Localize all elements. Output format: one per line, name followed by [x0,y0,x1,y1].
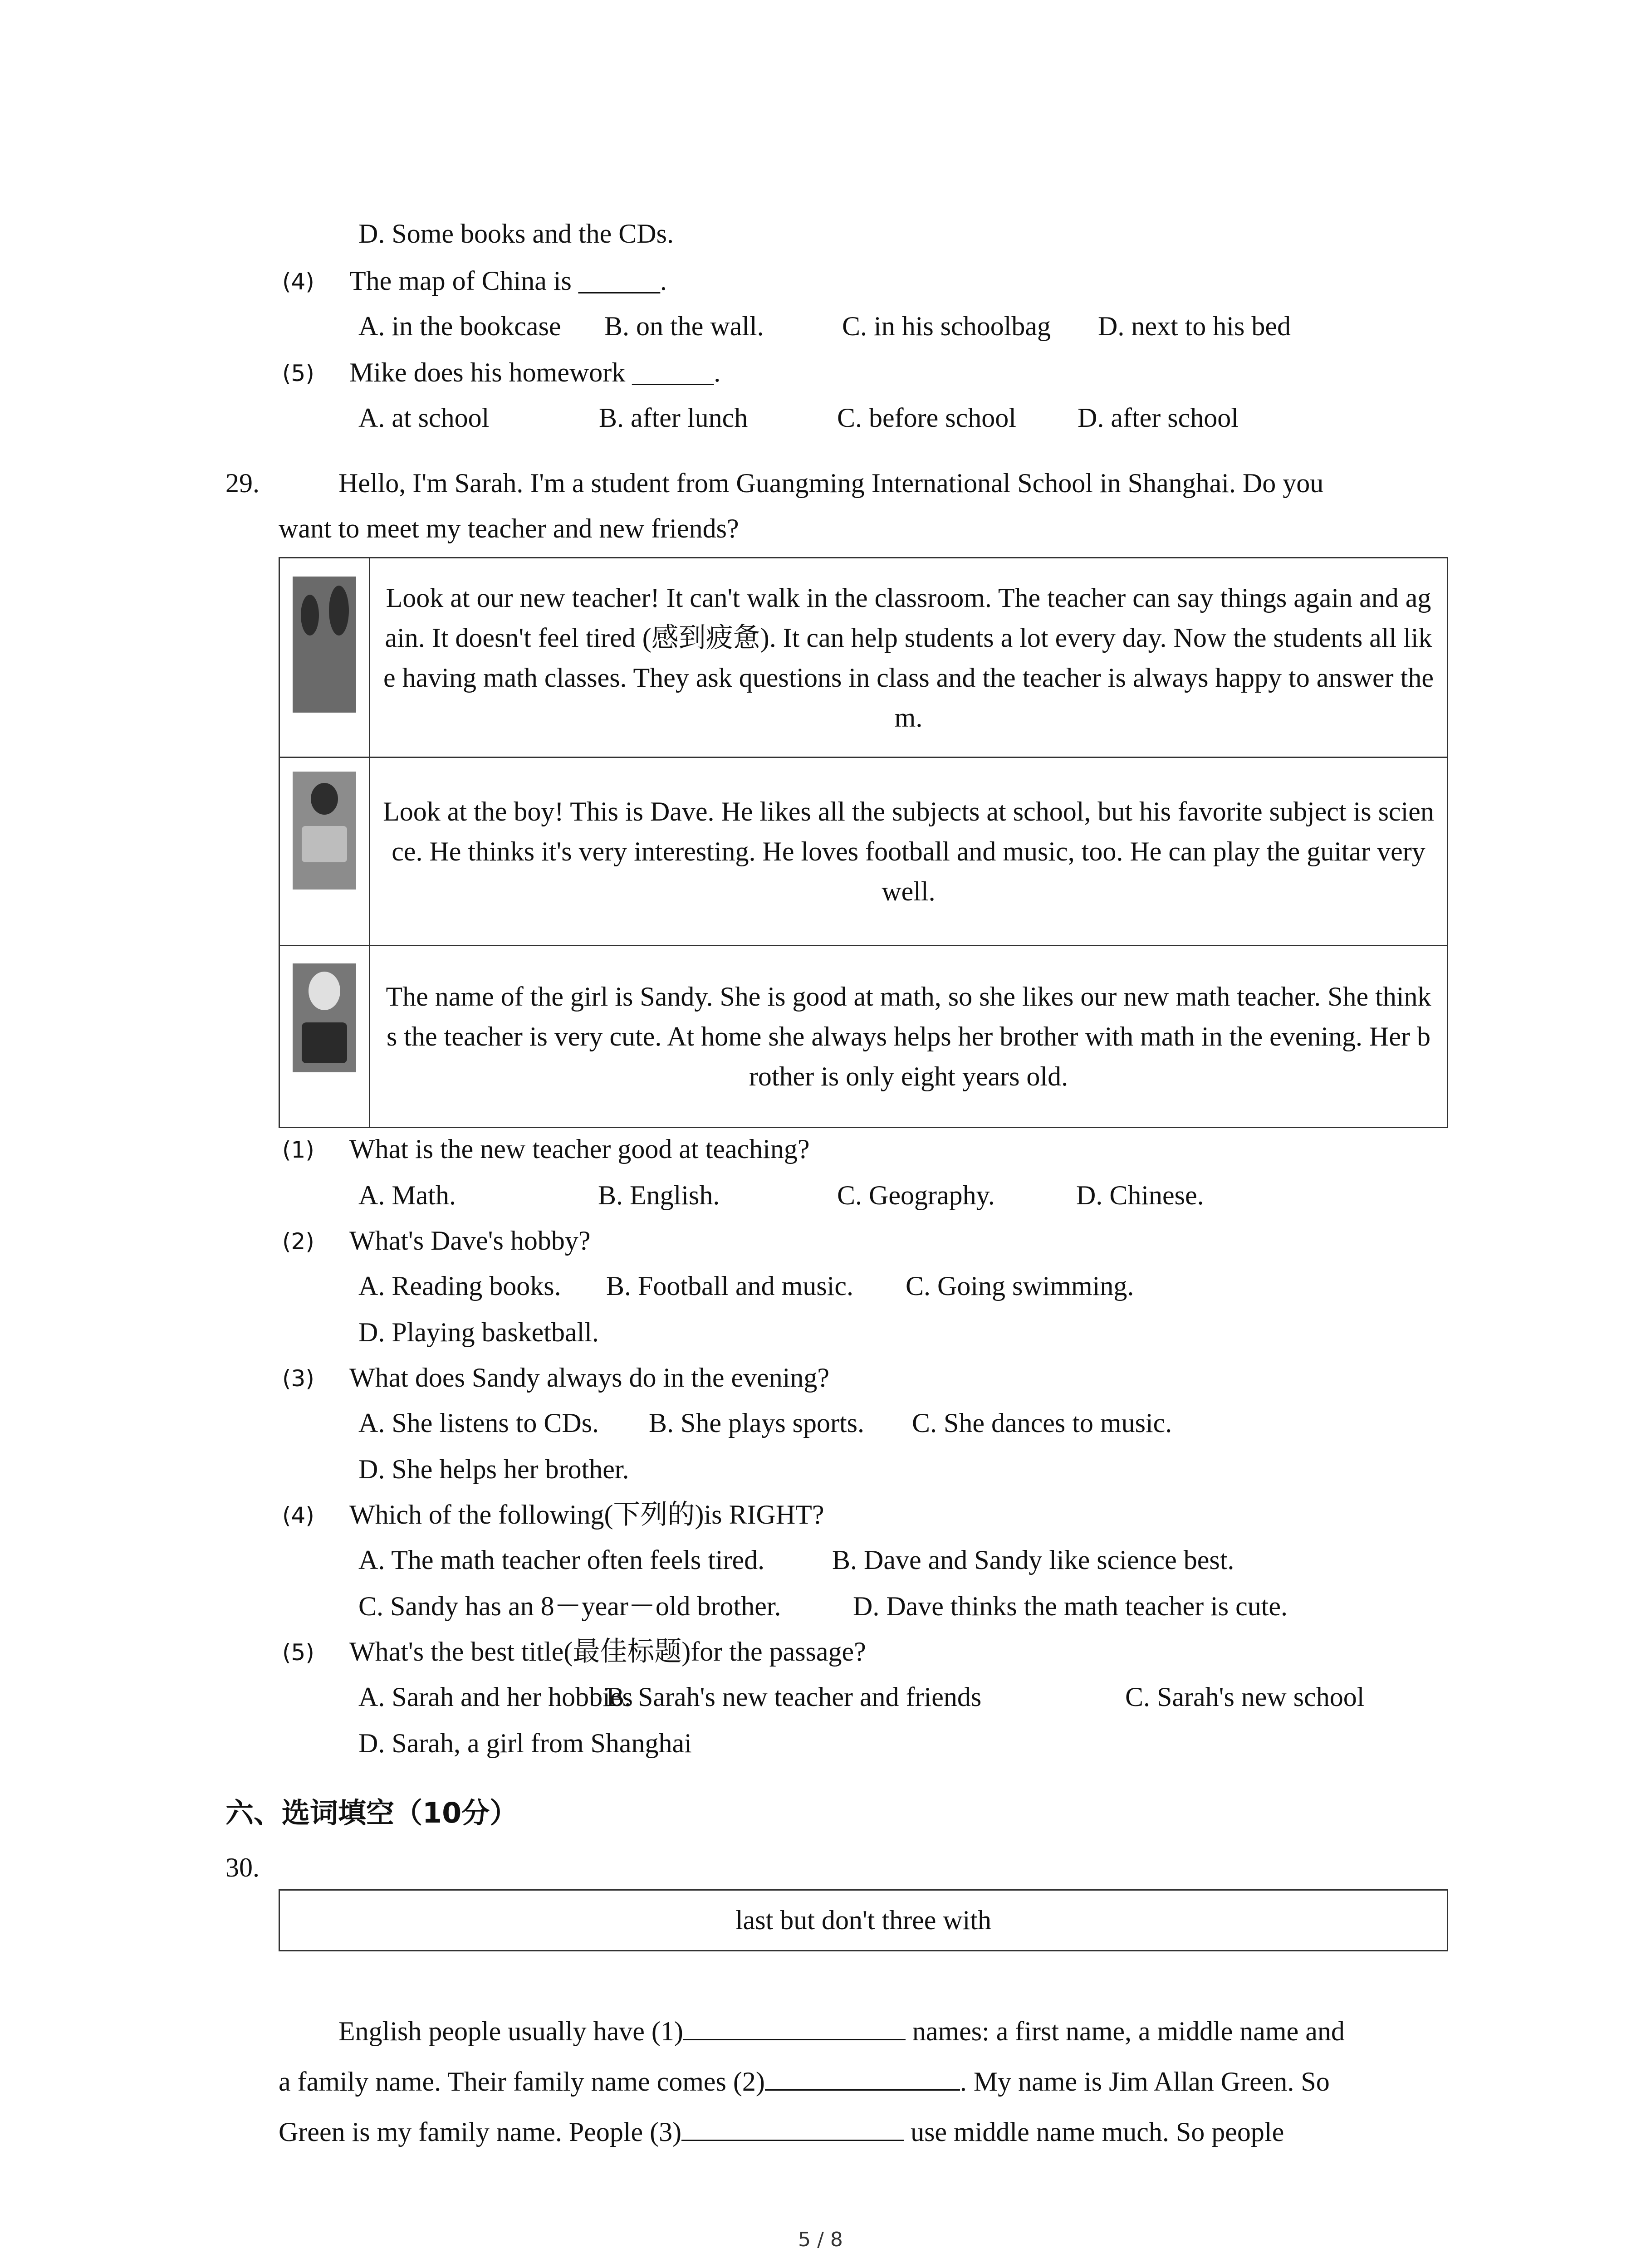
q29-4-option-d: D. Dave thinks the math teacher is cute. [853,1591,1288,1621]
q28-4-option-d: D. next to his bed [1098,311,1291,341]
cloze-text-3b: use middle name much. So people [904,2117,1284,2147]
q29-3-option-b: B. She plays sports. [649,1408,865,1438]
passage-table [279,557,1448,1128]
q29-1-option-d: D. Chinese. [1076,1180,1204,1210]
q28-5-number: (5) [282,360,314,386]
q29-4-stem: Which of the following(下列的)is RIGHT? [349,1500,824,1530]
blank-1[interactable] [683,2012,906,2040]
q29-3-stem: What does Sandy always do in the evening? [349,1363,830,1393]
cloze-text-2b: . My name is Jim Allan Green. So [960,2067,1330,2097]
q29-1-number: (1) [282,1137,314,1163]
blank-3[interactable] [681,2112,904,2141]
q29-1-option-b: B. English. [598,1180,720,1210]
q29-2-option-c: C. Going swimming. [906,1271,1134,1301]
q29-1-stem: What is the new teacher good at teaching? [349,1134,810,1164]
passage-teacher-text: Look at our new teacher! It can't walk in the classroom. The teacher can say things again and again. It doesn't feel tired (感到疲惫). It can help students a lot every day. Now the students all like having math classes. They ask questions in class and the teacher is always happy to answer them. [383,582,1434,733]
cloze-line-1 [338,2012,1448,2048]
q29-number: 29. [225,468,260,498]
robot-teacher-photo [280,558,370,757]
passage-sandy-text: The name of the girl is Sandy. She is good at math, so she likes our new math teacher. She thinks the teacher is very cute. At home she always helps her brother with math in the evening. Her brother is only eight years old. [386,982,1431,1091]
q29-4-option-a: A. The math teacher often feels tired. [358,1545,765,1575]
q30-number: 30. [225,1853,260,1882]
q29-2-number: (2) [282,1228,314,1255]
q29-1-option-c: C. Geography. [837,1180,995,1210]
cloze-line-2 [279,2062,1448,2098]
q28-5-option-d: D. after school [1078,403,1239,433]
q29-2-option-b: B. Football and music. [606,1271,853,1301]
q28-4-option-c: C. in his schoolbag [842,311,1051,341]
q29-5-stem: What's the best title(最佳标题)for the passage? [349,1637,866,1667]
q29-2-option-a: A. Reading books. [358,1271,561,1301]
cloze-text-3a: Green is my family name. People (3) [279,2117,682,2147]
q29-4-number: (4) [282,1502,314,1529]
q29-5-number: (5) [282,1639,314,1666]
q29-3-option-d: D. She helps her brother. [358,1454,629,1484]
q28-5-option-b: B. after lunch [599,403,748,433]
q28-4-number: (4) [282,269,314,295]
q28-5-option-a: A. at school [358,403,490,433]
cloze-text-2a: a family name. Their family name comes (2) [279,2067,765,2097]
q29-intro-line2: want to meet my teacher and new friends? [279,513,739,543]
blank-2[interactable] [765,2062,960,2091]
passage-dave-text: Look at the boy! This is Dave. He likes all the subjects at school, but his favorite subject is science. He thinks it's very interesting. He loves football and music, too. He can play the guitar very well. [383,797,1434,906]
q28-4-stem: The map of China is ______. [349,266,667,296]
cloze-text-1a: English people usually have (1) [338,2016,683,2046]
word-bank-box [279,1889,1448,1951]
q29-4-option-b: B. Dave and Sandy like science best. [832,1545,1234,1575]
q29-2-stem: What's Dave's hobby? [349,1226,591,1256]
passage-row-sandy [280,946,1447,1127]
q28-5-option-c: C. before school [837,403,1016,433]
cloze-line-3 [279,2112,1448,2148]
dave-photo [280,758,370,945]
q29-2-option-d: D. Playing basketball. [358,1317,599,1347]
page-number: 5 / 8 [798,2228,843,2251]
passage-row-teacher [280,558,1447,758]
q28-3-option-d: D. Some books and the CDs. [358,219,674,249]
q29-5-option-b: B. Sarah's new teacher and friends [606,1682,982,1712]
q29-3-option-c: C. She dances to music. [912,1408,1172,1438]
passage-row-dave [280,758,1447,946]
q29-5-option-a: A. Sarah and her hobbies [358,1682,633,1712]
q29-3-option-a: A. She listens to CDs. [358,1408,599,1438]
q29-4-option-c: C. Sandy has an 8－year－old brother. [358,1591,781,1621]
q29-5-option-c: C. Sarah's new school [1125,1682,1365,1712]
section-6-heading: 六、选词填空（10分） [225,1796,518,1829]
q28-5-stem: Mike does his homework ______. [349,357,721,387]
cloze-text-1b: names: a first name, a middle name and [905,2016,1345,2046]
sandy-photo [280,946,370,1127]
q29-intro-line1: Hello, I'm Sarah. I'm a student from Guangming International School in Shanghai. Do you [338,468,1324,498]
q29-5-option-d: D. Sarah, a girl from Shanghai [358,1728,692,1758]
q29-3-number: (3) [282,1365,314,1392]
q28-4-option-b: B. on the wall. [604,311,764,341]
q28-4-option-a: A. in the bookcase [358,311,561,341]
word-bank-words: last but don't three with [735,1905,992,1936]
q29-1-option-a: A. Math. [358,1180,456,1210]
